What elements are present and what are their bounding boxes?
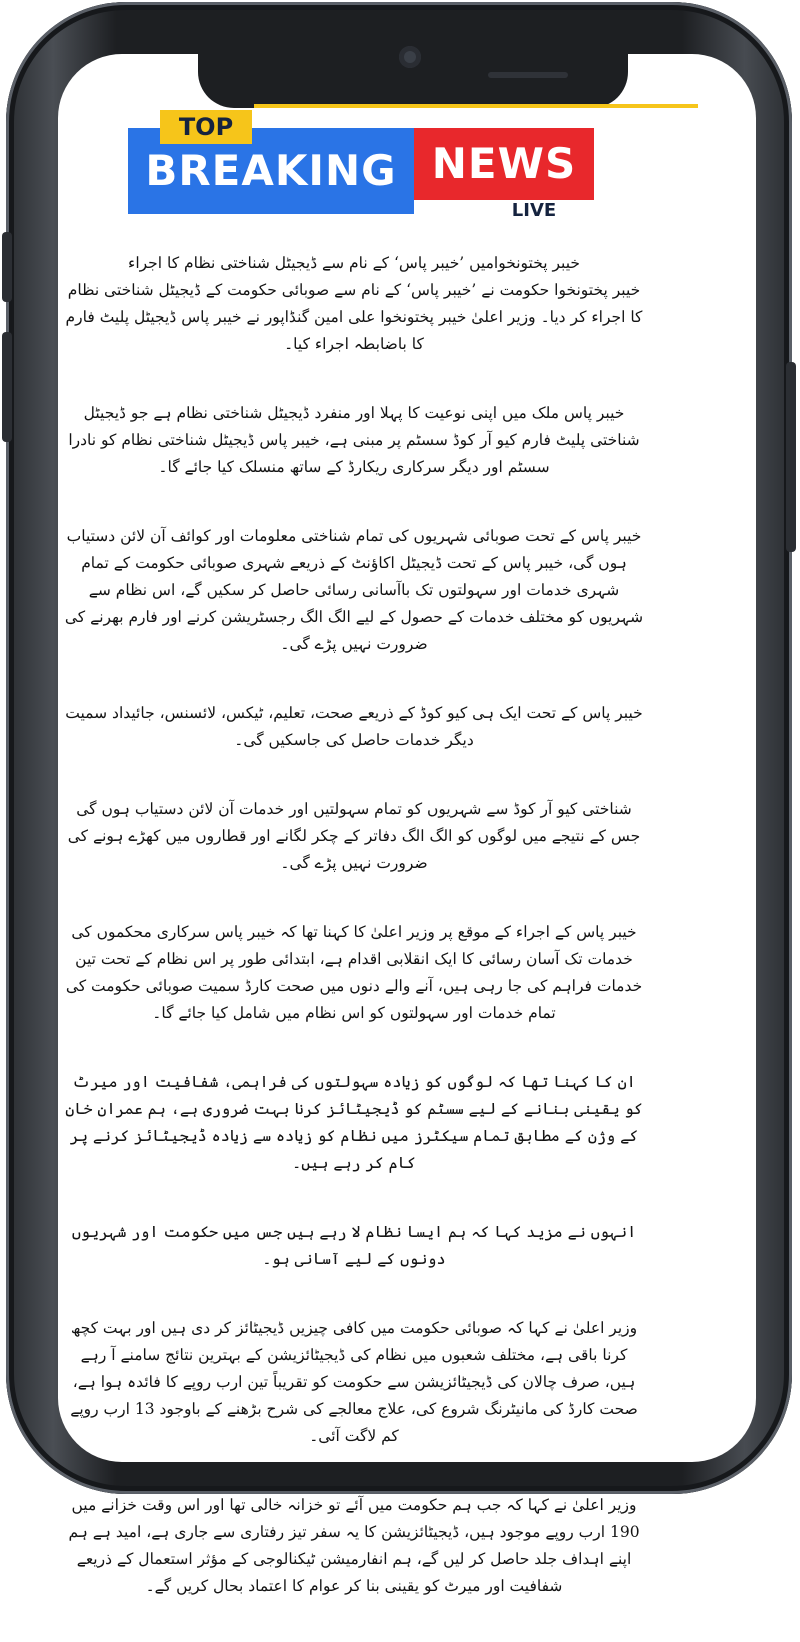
article-paragraph: ان کا کہنا تھا کہ لوگوں کو زیادہ سہولتوں کی فراہمی، شفافیت اور میرٹ کو یقینی بنانے کے لیے سسٹم کو ڈیجیٹائز کرنا بہت ضروری ہے، ہم عمران خان کے وژن کے مطابق تمام سیکٹرز میں نظام کو زیادہ سے زیادہ ڈیجیٹائز کرنے پر کام کر رہے ہیں۔ bbox=[65, 1073, 643, 1172]
breaking-news-logo bbox=[128, 104, 594, 232]
article-paragraph: وزیر اعلیٰ نے کہا کہ جب ہم حکومت میں آئے تو خزانہ خالی تھا اور اس وقت خزانے میں 190 ارب روپے موجود ہیں، ڈیجیٹائزیشن کا یہ سفر تیز رفتاری سے جاری ہے، امید ہے ہم اپنے اہداف جلد حاصل کر لیں گے، ہم انفارمیشن ٹیکنالوجی کے مؤثر استعمال کے ذریعے شفافیت اور میرٹ کو یقینی بنا کر عوام کا اعتماد بحال کریں گے۔ bbox=[68, 1496, 640, 1595]
logo-top-text: TOP bbox=[160, 110, 252, 144]
article-paragraph: خیبر پاس کے اجراء کے موقع پر وزیر اعلیٰ کا کہنا تھا کہ خیبر پاس سرکاری محکموں کی خدمات تک آسان رسائی کا ایک انقلابی اقدام ہے، ابتدائی طور پر اس نظام کے تحت تین خدمات فراہم کی جا رہی ہیں، آنے والے دنوں میں صحت کارڈ سمیت صوبائی حکومت کی تمام خدمات اور سہولتوں کو اس نظام میں شامل کیا جائے گا۔ bbox=[65, 923, 643, 1022]
article-paragraph: شناختی کیو آر کوڈ سے شہریوں کو تمام سہولتیں اور خدمات آن لائن دستیاب ہوں گی جس کے نتیجے میں لوگوں کو الگ الگ دفاتر کے چکر لگانے اور قطاروں میں کھڑے ہونے کی ضرورت نہیں پڑے گی۔ bbox=[67, 800, 641, 872]
article-paragraph: خیبر پاس کے تحت ایک ہی کیو کوڈ کے ذریعے صحت، تعلیم، ٹیکس، لائسنس، جائیداد سمیت دیگر خدمات حاصل کی جاسکیں گی۔ bbox=[65, 704, 643, 749]
article-paragraph: خیبر پاس ملک میں اپنی نوعیت کا پہلا اور منفرد ڈیجیٹل شناختی نظام ہے جو ڈیجیٹل شناختی پلیٹ فارم کیو آر کوڈ سسٹم پر مبنی ہے، خیبر پاس ڈیجیٹل شناختی نظام کو نادرا سسٹم اور دیگر سرکاری ریکارڈ کے ساتھ منسلک کیا جائے گا۔ bbox=[68, 404, 640, 476]
logo-breaking-text: BREAKING bbox=[128, 128, 414, 214]
volume-button bbox=[2, 232, 12, 302]
article-paragraph: وزیر اعلیٰ نے کہا کہ صوبائی حکومت میں کافی چیزیں ڈیجیٹائز کر دی ہیں اور بہت کچھ کرنا باقی ہے، مختلف شعبوں میں نظام کی ڈیجیٹائزیشن کے بہترین نتائج سامنے آ رہے ہیں، صرف چالان کی ڈیجیٹائزیشن سے حکومت کو تقریباً تین ارب روپے کا فائدہ ہوا ہے، صحت کارڈ کی مانیٹرنگ شروع کی، علاج معالجے کی شرح بڑھنے کے باوجود 13 ارب روپے کم لاگت آئی۔ bbox=[70, 1319, 638, 1445]
article-headline: خیبر پختونخوامیں ’خیبر پاس‘ کے نام سے ڈیجیٹل شناختی نظام کا اجراء bbox=[128, 254, 580, 272]
volume-button bbox=[2, 332, 12, 442]
camera-icon bbox=[399, 46, 421, 68]
power-button bbox=[786, 362, 796, 552]
article-paragraph: انہوں نے مزید کہا کہ ہم ایسا نظام لا رہے ہیں جس میں حکومت اور شہریوں دونوں کے لیے آسانی ہو۔ bbox=[71, 1223, 637, 1268]
logo-news-text: NEWS bbox=[414, 128, 594, 200]
article-paragraph: خیبر پاس کے تحت صوبائی شہریوں کی تمام شناختی معلومات اور کوائف آن لائن دستیاب ہوں گی، خیبر پاس کے تحت ڈیجیٹل اکاؤنٹ کے ذریعے شہری صوبائی حکومت کے تمام شہری خدمات اور سہولتوں تک باآسانی رسائی حاصل کر سکیں گے، اس نظام سے شہریوں کو مختلف خدمات کے حصول کے لیے الگ الگ رجسٹریشن کرنے اور فارم بھرنے کی ضرورت نہیں پڑے گی۔ bbox=[64, 527, 644, 653]
logo-accent-line bbox=[254, 104, 698, 108]
article-body bbox=[64, 250, 644, 1642]
logo-live-text: LIVE bbox=[511, 200, 557, 221]
article-paragraph: خیبر پختونخوا حکومت نے ’خیبر پاس‘ کے نام سے صوبائی حکومت کے ڈیجیٹل شناختی نظام کا اجراء کر دیا۔ وزیر اعلیٰ خیبر پختونخوا علی امین گنڈاپور نے خیبر پاس ڈیجیٹل پلیٹ فارم کا باضابطہ اجراء کیا۔ bbox=[65, 281, 643, 353]
speaker bbox=[488, 72, 568, 78]
